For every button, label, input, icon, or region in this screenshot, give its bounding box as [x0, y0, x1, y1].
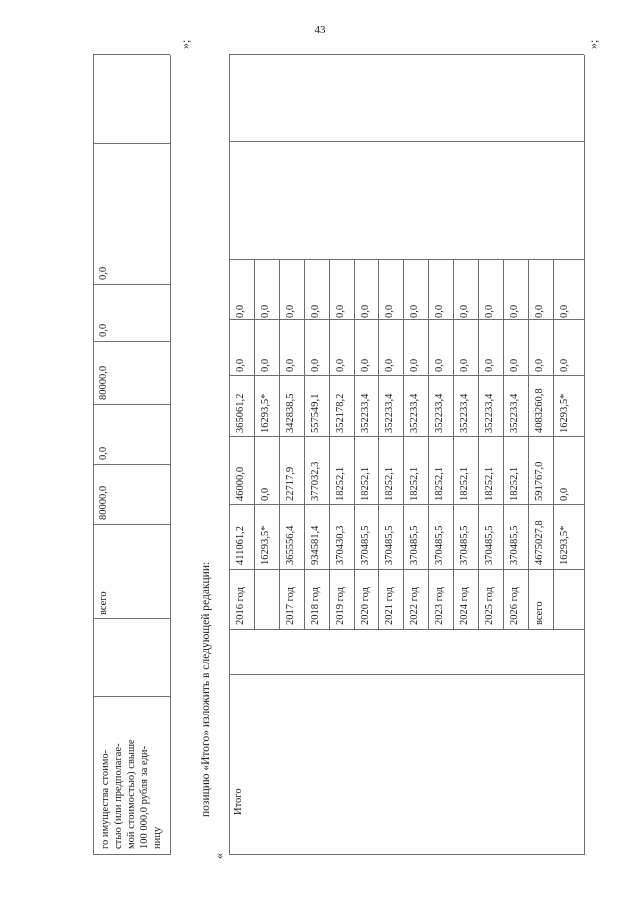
- value-cell: 365556,4: [285, 525, 296, 565]
- value-cell: 4083260,8: [534, 388, 545, 433]
- value-cell: 370485,5: [360, 525, 371, 565]
- value-cell: 0,0: [235, 304, 246, 318]
- value-cell: 18252,1: [384, 466, 395, 501]
- year-label: 2018 год: [310, 587, 321, 625]
- row-separator: [453, 260, 454, 630]
- value-cell: 352233,4: [434, 393, 445, 433]
- column-divider: [93, 404, 170, 405]
- year-label: 2019 год: [335, 587, 346, 625]
- value-cell: 0,0: [484, 304, 495, 318]
- description-line: стью (или предполагае-: [113, 743, 124, 849]
- year-label: 2023 год: [434, 587, 445, 625]
- description-line: 100 000,0 рубля за еди-: [139, 745, 150, 849]
- value-cell: 352233,4: [509, 393, 520, 433]
- column-divider: [229, 436, 584, 437]
- row-separator: [403, 260, 404, 630]
- column-divider: [229, 674, 584, 675]
- value-cell: 352233,4: [360, 393, 371, 433]
- value-cell: 18252,1: [459, 466, 470, 501]
- value-cell: 0,0: [559, 304, 570, 318]
- value-cell: 0,0: [534, 358, 545, 372]
- value-cell: 18252,1: [360, 466, 371, 501]
- value-cell: 22717,9: [285, 466, 296, 501]
- table-border: [229, 54, 584, 55]
- value-cell: 370485,5: [434, 525, 445, 565]
- top-table-border: [93, 854, 170, 855]
- column-divider: [229, 319, 584, 320]
- value-cell: 0,0: [310, 304, 321, 318]
- value-cell: 0,0: [384, 358, 395, 372]
- value-cell: 0,0: [409, 304, 420, 318]
- row-separator: [279, 260, 280, 630]
- value-cell: 0,0: [98, 323, 109, 337]
- value-cell: 0,0: [534, 304, 545, 318]
- year-label: всего: [534, 601, 545, 625]
- page-number: 43: [314, 24, 326, 36]
- value-cell: 0,0: [98, 446, 109, 460]
- column-divider: [93, 618, 170, 619]
- value-cell: 0,0: [509, 358, 520, 372]
- close-quote: »;: [586, 39, 600, 49]
- value-cell: 18252,1: [409, 466, 420, 501]
- value-cell: 370485,5: [459, 525, 470, 565]
- year-label: 2016 год: [235, 587, 246, 625]
- value-cell: 4675027,8: [534, 520, 545, 565]
- value-cell: 0,0: [235, 358, 246, 372]
- year-label: 2020 год: [360, 587, 371, 625]
- description-line: го имущества стоимо-: [100, 749, 111, 849]
- column-divider: [229, 504, 584, 505]
- year-label: 2026 год: [509, 587, 520, 625]
- description-line: ницу: [152, 826, 163, 849]
- value-cell: 0,0: [459, 358, 470, 372]
- value-cell: 80000,0: [98, 365, 109, 400]
- value-cell: 365061,2: [235, 393, 246, 433]
- itogo-label: Итого: [233, 788, 244, 815]
- column-divider: [229, 569, 584, 570]
- value-cell: 0,0: [335, 358, 346, 372]
- instruction-paragraph: позицию «Итого» изложить в следующей редакции:: [200, 561, 212, 817]
- value-cell: 0,0: [260, 358, 271, 372]
- row-separator: [503, 260, 504, 630]
- row-separator: [378, 260, 379, 630]
- row-separator: [329, 260, 330, 630]
- value-cell: 591767,0: [534, 461, 545, 501]
- column-divider: [229, 259, 584, 260]
- description-line: мой стоимостью) свыше: [126, 739, 137, 849]
- row-separator: [354, 260, 355, 630]
- value-cell: 352233,4: [484, 393, 495, 433]
- value-cell: 0,0: [484, 358, 495, 372]
- table-border: [229, 854, 584, 855]
- value-cell: 0,0: [409, 358, 420, 372]
- value-cell: 0,0: [559, 487, 570, 501]
- year-label: 2017 год: [285, 587, 296, 625]
- column-divider: [93, 284, 170, 285]
- value-cell: 18252,1: [509, 466, 520, 501]
- value-cell: 0,0: [434, 358, 445, 372]
- value-cell: 377032,3: [310, 461, 321, 501]
- value-cell: 0,0: [260, 304, 271, 318]
- value-cell: 352233,4: [409, 393, 420, 433]
- value-cell: 16293,5*: [559, 393, 570, 433]
- value-cell: 0,0: [98, 266, 109, 280]
- value-cell: 0,0: [360, 304, 371, 318]
- year-label: 2022 год: [409, 587, 420, 625]
- value-cell: 16293,5*: [260, 393, 271, 433]
- column-divider: [229, 375, 584, 376]
- value-cell: 0,0: [434, 304, 445, 318]
- row-separator: [478, 260, 479, 630]
- value-cell: 16293,5*: [559, 525, 570, 565]
- open-quote: «: [212, 853, 226, 859]
- value-cell: 0,0: [509, 304, 520, 318]
- top-table-border: [170, 55, 171, 855]
- value-cell: 0,0: [260, 487, 271, 501]
- value-cell: 370485,5: [484, 525, 495, 565]
- column-divider: [93, 696, 170, 697]
- close-quote: »;: [178, 39, 192, 49]
- value-cell: 370485,5: [384, 525, 395, 565]
- value-cell: 18252,1: [335, 466, 346, 501]
- table-border: [584, 55, 585, 855]
- value-cell: 0,0: [559, 358, 570, 372]
- table-border: [229, 55, 230, 855]
- year-label: 2021 год: [384, 587, 395, 625]
- value-cell: 411061,2: [235, 526, 246, 565]
- value-cell: 557549,1: [310, 393, 321, 433]
- column-divider: [93, 143, 170, 144]
- column-divider: [229, 141, 584, 142]
- value-cell: 46000,0: [235, 466, 246, 501]
- total-label: всего: [98, 591, 109, 615]
- property-description: [99, 699, 164, 849]
- value-cell: 0,0: [360, 358, 371, 372]
- value-cell: 16293,5*: [260, 525, 271, 565]
- value-cell: 352233,4: [384, 393, 395, 433]
- row-separator: [528, 260, 529, 630]
- value-cell: 0,0: [285, 304, 296, 318]
- value-cell: 80000,0: [98, 485, 109, 520]
- column-divider: [93, 341, 170, 342]
- top-table-border: [93, 55, 94, 855]
- row-separator: [254, 260, 255, 630]
- value-cell: 352233,4: [459, 393, 470, 433]
- column-divider: [93, 464, 170, 465]
- value-cell: 0,0: [310, 358, 321, 372]
- value-cell: 934581,4: [310, 525, 321, 565]
- value-cell: 342838,5: [285, 393, 296, 433]
- row-separator: [553, 260, 554, 630]
- value-cell: 352178,2: [335, 393, 346, 433]
- value-cell: 0,0: [335, 304, 346, 318]
- value-cell: 370485,5: [509, 525, 520, 565]
- value-cell: 0,0: [384, 304, 395, 318]
- year-label: 2025 год: [484, 587, 495, 625]
- row-separator: [304, 260, 305, 630]
- value-cell: 18252,1: [484, 466, 495, 501]
- column-divider: [93, 524, 170, 525]
- row-separator: [428, 260, 429, 630]
- column-divider: [229, 629, 584, 630]
- year-label: 2024 год: [459, 587, 470, 625]
- value-cell: 370485,5: [409, 525, 420, 565]
- top-table-border: [93, 54, 170, 55]
- value-cell: 18252,1: [434, 466, 445, 501]
- value-cell: 0,0: [459, 304, 470, 318]
- value-cell: 0,0: [285, 358, 296, 372]
- value-cell: 370430,3: [335, 525, 346, 565]
